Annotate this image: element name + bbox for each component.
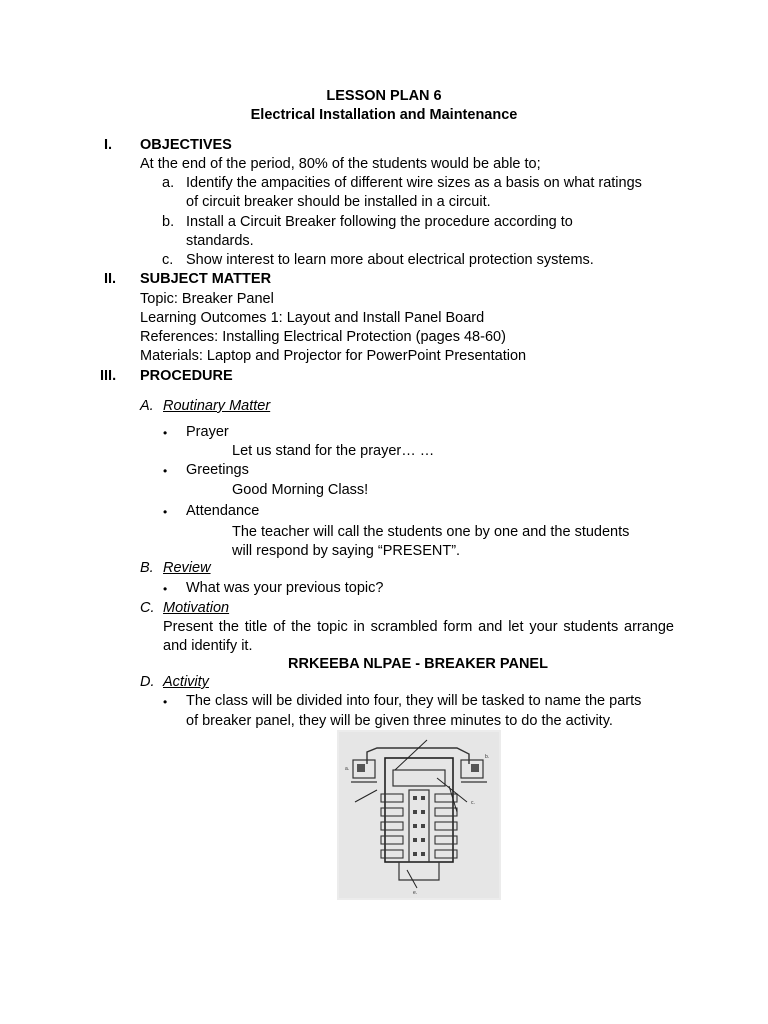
subject-line: Learning Outcomes 1: Layout and Install Panel Board [140, 310, 485, 326]
bullet-detail: Good Morning Class! [232, 482, 369, 498]
page-subtitle: Electrical Installation and Maintenance [250, 107, 518, 123]
objective-text: Show interest to learn more about electrical protection systems. [186, 252, 594, 268]
objective-text: Install a Circuit Breaker following the procedure according to [186, 214, 573, 230]
bullet-detail: The teacher will call the students one by one and the students [232, 524, 630, 540]
objective-text: Identify the ampacities of different wire sizes as a basis on what ratings [186, 175, 642, 191]
procedure-letter: B. [140, 560, 154, 576]
procedure-letter: C. [140, 600, 155, 616]
procedure-letter: A. [140, 398, 154, 414]
objective-text: standards. [186, 233, 254, 249]
bullet-detail: will respond by saying “PRESENT”. [232, 543, 461, 559]
procedure-subheading: Motivation [163, 600, 230, 616]
activity-text: of breaker panel, they will be given three minutes to do the activity. [186, 713, 613, 729]
bullet-label: Attendance [186, 503, 260, 519]
motivation-paragraph: Present the title of the topic in scrambled form and let your students arrange and identify it. [163, 619, 674, 654]
section-numeral-procedure: III. [100, 368, 117, 384]
breaker-panel-diagram [337, 730, 501, 900]
activity-text: The class will be divided into four, they will be tasked to name the parts [186, 693, 642, 709]
section-heading-subject: SUBJECT MATTER [140, 271, 272, 287]
breaker-panel-sketch [337, 730, 501, 900]
bullet-icon: • [163, 426, 168, 440]
svg-text:c.: c. [471, 800, 475, 806]
bullet-detail: Let us stand for the prayer… … [232, 443, 435, 459]
procedure-letter: D. [140, 674, 155, 690]
section-heading-procedure: PROCEDURE [140, 368, 233, 384]
bullet-icon: • [163, 695, 168, 709]
subject-line: References: Installing Electrical Protection (pages 48-60) [140, 329, 506, 345]
scrambled-title: RRKEEBA NLPAE - BREAKER PANEL [288, 656, 548, 672]
subject-line: Materials: Laptop and Projector for PowerPoint Presentation [140, 348, 527, 364]
bullet-icon: • [163, 464, 168, 478]
svg-text:a.: a. [345, 766, 350, 772]
svg-text:b.: b. [485, 754, 490, 760]
bullet-label: Greetings [186, 462, 249, 478]
section-heading-objectives: OBJECTIVES [140, 137, 232, 153]
section-numeral-subject: II. [104, 271, 117, 287]
procedure-subheading: Review [163, 560, 211, 576]
bullet-label: What was your previous topic? [186, 580, 384, 596]
svg-text:e.: e. [413, 890, 418, 896]
objective-marker: b. [162, 214, 175, 230]
section-numeral-objectives: I. [104, 137, 113, 153]
subject-line: Topic: Breaker Panel [140, 291, 274, 307]
objective-text: of circuit breaker should be installed in a circuit. [186, 194, 491, 210]
objective-marker: c. [162, 252, 174, 268]
procedure-subheading: Activity [163, 674, 209, 690]
procedure-subheading: Routinary Matter [163, 398, 271, 414]
objective-marker: a. [162, 175, 175, 191]
bullet-icon: • [163, 582, 168, 596]
page-title: LESSON PLAN 6 [326, 88, 442, 104]
bullet-icon: • [163, 505, 168, 519]
objectives-intro: At the end of the period, 80% of the students would be able to; [140, 156, 541, 172]
bullet-label: Prayer [186, 424, 229, 440]
